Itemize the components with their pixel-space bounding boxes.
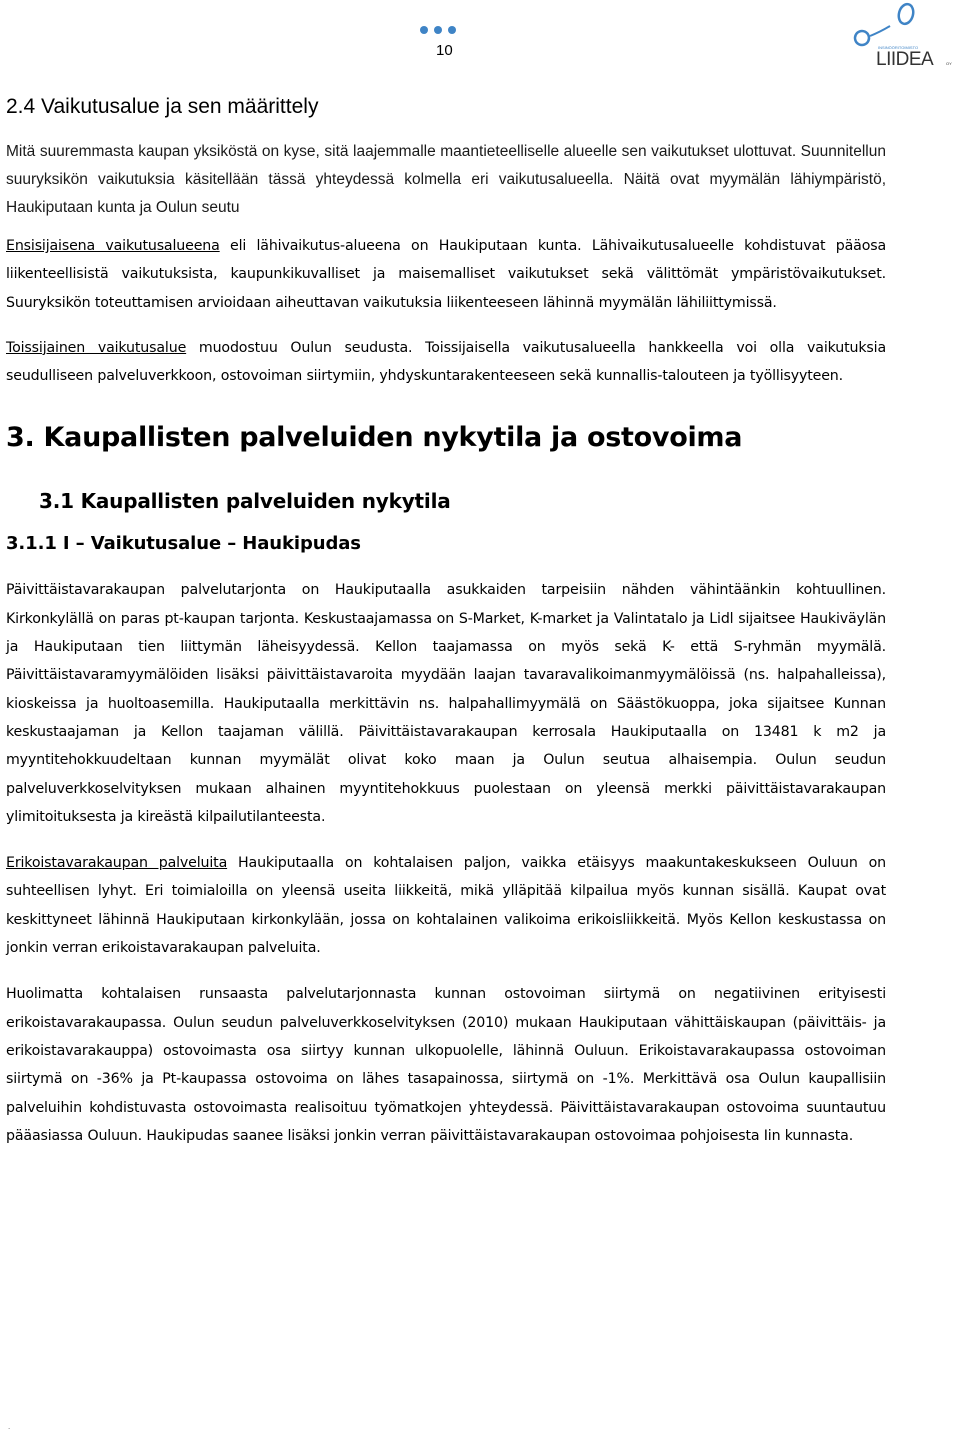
section-3-1-heading: 3.1 Kaupallisten palveluiden nykytila xyxy=(39,489,451,514)
page-number: 10 xyxy=(436,42,453,59)
daily-goods-paragraph: Päivittäistavarakaupan palvelutarjonta on Haukiputaalla asukkaiden tarpeisiin nähden vähintäänkin kohtuullinen. Kirkonkylällä on paras pt-kaupan tarjonta. Keskustaajamassa on S-Market, K-market ja Valintatalo ja Lidl sijaitsee Haukiväylän ja Haukiputaan tien liittymän läheisyydessä. Kellon taajamassa on myös sekä K- että S-ryhmän myymälä. Päivittäistavaramyymälöiden lisäksi päivittäistavaroita myydään laajan tavaravalikoimanmyymälöissä (ns. halpahalleissa), kioskeissa ja huoltoasemilla. Haukiputaalla merkittävin ns. halpahallimyymälä on Säästökuoppa, joka sijaitsee Kunnan keskustaajaman ja Kellon taajaman välillä. Päivittäistavarakaupan kerrosala Haukiputaalla on 13481 k m2 ja myyntitehokkuudeltaan kunnan myymälät olivat koko maan ja Oulun seutua alhaisempia. Oulun seudun palveluverkkoselvityksen mukaan alhainen myyntitehokkuus puolestaan on yleensä merkki päivittäistavarakaupan ylimitoituksesta ja kireästä kilpailutilanteesta. xyxy=(6,582,886,825)
secondary-area-text: muodostuu Oulun seudusta. Toissijaisella vaikutusalueella hankkeella voi olla vaikutuksia seudulliseen palveluverkkoon, ostovoiman siirtymiin, yhdyskuntarakenteeseen sekä kunnallis-talouteen ja työllisyyteen. xyxy=(6,339,886,385)
section-2-4-heading: 2.4 Vaikutusalue ja sen määrittely xyxy=(6,95,319,118)
purchasing-power-paragraph: Huolimatta kohtalaisen runsaasta palvelutarjonnasta kunnan ostovoiman siirtymä on negatiivinen erityisesti erikoistavarakaupassa. Oulun seudun palveluverkkoselvityksen (2010) mukaan Haukiputaan vähittäiskaupan (päivittäis- ja erikoistavarakauppa) ostovoimasta osa siirtyy kunnan ulkopuolelle, lähinnä Ouluun. Erikoistavarakaupassa ostovoiman siirtymä on -36% ja Pt-kaupassa ostovoima on lähes tasapainossa, siirtymä on -1%. Merkittävä osa Oulun kaupallisiin palveluihin kohdistuvasta ostovoimasta realisoituu työmatkojen yhteydessä. Päivittäistavarakaupan ostovoima suuntautuu pääasiassa Ouluun. Haukipudas saanee lisäksi jonkin verran päivittäistavarakaupan ostovoimaa pohjoisesta Iin kunnasta. xyxy=(6,986,886,1144)
primary-area-paragraph xyxy=(6,232,886,317)
primary-area-term: Ensisijaisena vaikutusalueena xyxy=(6,238,220,254)
section-3-1-1-heading: 3.1.1 I – Vaikutusalue – Haukipudas xyxy=(6,533,361,555)
specialty-goods-text: Haukiputaalla on kohtalaisen paljon, vaikka etäisyys maakuntakeskukseen Ouluun on suhteellisen lyhyt. Eri toimialoilla on yleensä useita liikkeitä, mikä ylläpitää kilpailua myös kunnan sisällä. Kaupat ovat keskittyneet lähinnä Haukiputaan kirkonkylään, jossa on kohtalainen valikoima erikoisliikkeitä. Myös Kellon keskustassa on jonkin verran erikoistavarakaupan palveluita. xyxy=(6,855,887,957)
footer-mark: . xyxy=(8,1422,11,1431)
specialty-goods-paragraph xyxy=(6,849,886,962)
header-dots xyxy=(420,26,456,34)
secondary-area-paragraph xyxy=(6,334,886,391)
liidea-logo xyxy=(850,2,956,68)
secondary-area-term: Toissijainen vaikutusalue xyxy=(6,339,187,356)
section-3-heading: 3. Kaupallisten palveluiden nykytila ja ostovoima xyxy=(6,422,743,454)
logo-suffix: OY xyxy=(946,61,952,66)
document-body xyxy=(6,95,886,1150)
logo-top-text: INSINÖÖRITOIMISTO xyxy=(878,45,919,50)
specialty-goods-term: Erikoistavarakaupan palveluita xyxy=(6,855,228,872)
section-2-4-intro: Mitä suuremmasta kaupan yksiköstä on kyse, sitä laajemmalle maantieteelliselle alueelle sen vaikutukset ulottuvat. Suunnitellun suuryksikön vaikutuksia käsitellään tässä yhteydessä kolmella eri vaikutusalueella. Näitä ovat myymälän lähiympäristö, Haukiputaan kunta ja Oulun seutu xyxy=(6,143,886,216)
primary-area-text: eli lähivaikutus-alueena on Haukiputaan kunta. Lähivaikutusalueelle kohdistuvat pääosa liikenteellisistä vaikutuksista, kaupunkikuvalliset ja maisemalliset vaikutukset sekä välittömät ympäristövaikutukset. Suuryksikön toteuttamisen arvioidaan aiheuttavan vaikutuksia liikenteeseen lähinnä myymälän lähiliittymissä. xyxy=(6,238,887,311)
logo-text: LIIDEA xyxy=(876,49,934,68)
